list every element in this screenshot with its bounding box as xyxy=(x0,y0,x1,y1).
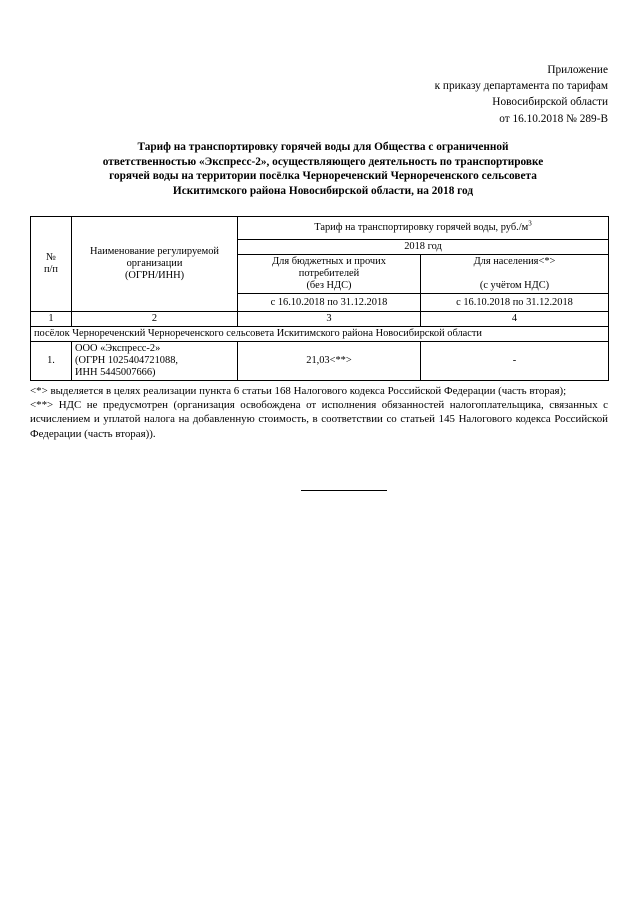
row-org-line-2: (ОГРН 1025404721088, xyxy=(75,355,178,366)
header-org-cell xyxy=(72,217,238,312)
footnotes xyxy=(30,384,608,441)
section-cell: посёлок Чернореченский Чернореченского сельсовета Искитимского района Новосибирской области xyxy=(31,327,609,342)
header-num-line-2: п/п xyxy=(43,264,58,275)
header-budget-line-2: потребителей xyxy=(298,268,360,279)
row-population-value: - xyxy=(421,342,609,381)
header-budget-line-1: Для бюджетных и прочих xyxy=(272,256,386,267)
title-line-1: Тариф на транспортировку горячей воды для Общества с ограниченной xyxy=(137,141,509,153)
header-org-line-1: Наименование регулируемой xyxy=(90,246,219,257)
index-cell-4: 4 xyxy=(421,312,609,327)
appendix-line-4: от 16.10.2018 № 289-В xyxy=(499,112,608,125)
appendix-line-2: к приказу департамента по тарифам xyxy=(434,80,608,93)
index-cell-1: 1 xyxy=(31,312,72,327)
header-org-line-2: организации xyxy=(126,258,183,269)
tariff-table xyxy=(30,216,609,381)
header-tariff-sup: 3 xyxy=(528,219,532,228)
header-population-line-1: Для населения<*> xyxy=(473,256,556,267)
row-org-line-3: ИНН 5445007666) xyxy=(75,367,156,378)
appendix-line-1: Приложение xyxy=(547,64,608,76)
period-population-cell: с 16.10.2018 по 31.12.2018 xyxy=(421,294,609,312)
header-num-cell xyxy=(31,217,72,312)
title-line-3: горячей воды на территории посёлка Чернореченский Чернореченского сельсовета xyxy=(109,170,537,183)
header-budget-cell xyxy=(238,255,421,294)
header-year-cell: 2018 год xyxy=(238,240,609,255)
header-tariff-text: Тариф на транспортировку горячей воды, руб./м xyxy=(314,222,529,233)
index-cell-3: 3 xyxy=(238,312,421,327)
header-org-line-3: (ОГРН/ИНН) xyxy=(124,270,185,281)
footnote-2: <**> НДС не предусмотрен (организация освобождена от исполнения обязанностей налогоплательщика, связанных с исчислением и уплатой налога на добавленную стоимость, в соответствии со статьей 145 Налогового кодекса Российской Федерации (часть вторая)). xyxy=(30,399,608,440)
table-section-row xyxy=(31,327,609,342)
header-num-line-1: № xyxy=(46,252,56,263)
row-budget-value: 21,03<**> xyxy=(238,342,421,381)
document-title xyxy=(78,140,568,198)
header-budget-line-3: (без НДС) xyxy=(306,280,352,291)
period-budget-cell: с 16.10.2018 по 31.12.2018 xyxy=(238,294,421,312)
appendix-header xyxy=(435,62,608,127)
header-population-line-2: (с учётом НДС) xyxy=(479,280,550,291)
header-population-cell xyxy=(421,255,609,294)
row-num-cell: 1. xyxy=(31,342,72,381)
row-org-line-1: ООО «Экспресс-2» xyxy=(75,343,161,354)
closing-rule xyxy=(301,490,387,491)
table-index-row xyxy=(31,312,609,327)
title-line-4: Искитимского района Новосибирской области, на 2018 год xyxy=(172,184,474,197)
index-cell-2: 2 xyxy=(72,312,238,327)
table-header-row-1 xyxy=(31,217,609,240)
header-tariff-cell xyxy=(238,217,609,240)
row-org-cell xyxy=(72,342,238,381)
title-line-2: ответственностью «Экспресс-2», осуществляющего деятельность по транспортировке xyxy=(102,155,544,168)
footnote-1: <*> выделяется в целях реализации пункта 6 статьи 168 Налогового кодекса Российской Федерации (часть вторая); xyxy=(30,385,567,397)
table-row xyxy=(31,342,609,381)
appendix-line-3: Новосибирской области xyxy=(492,96,608,109)
